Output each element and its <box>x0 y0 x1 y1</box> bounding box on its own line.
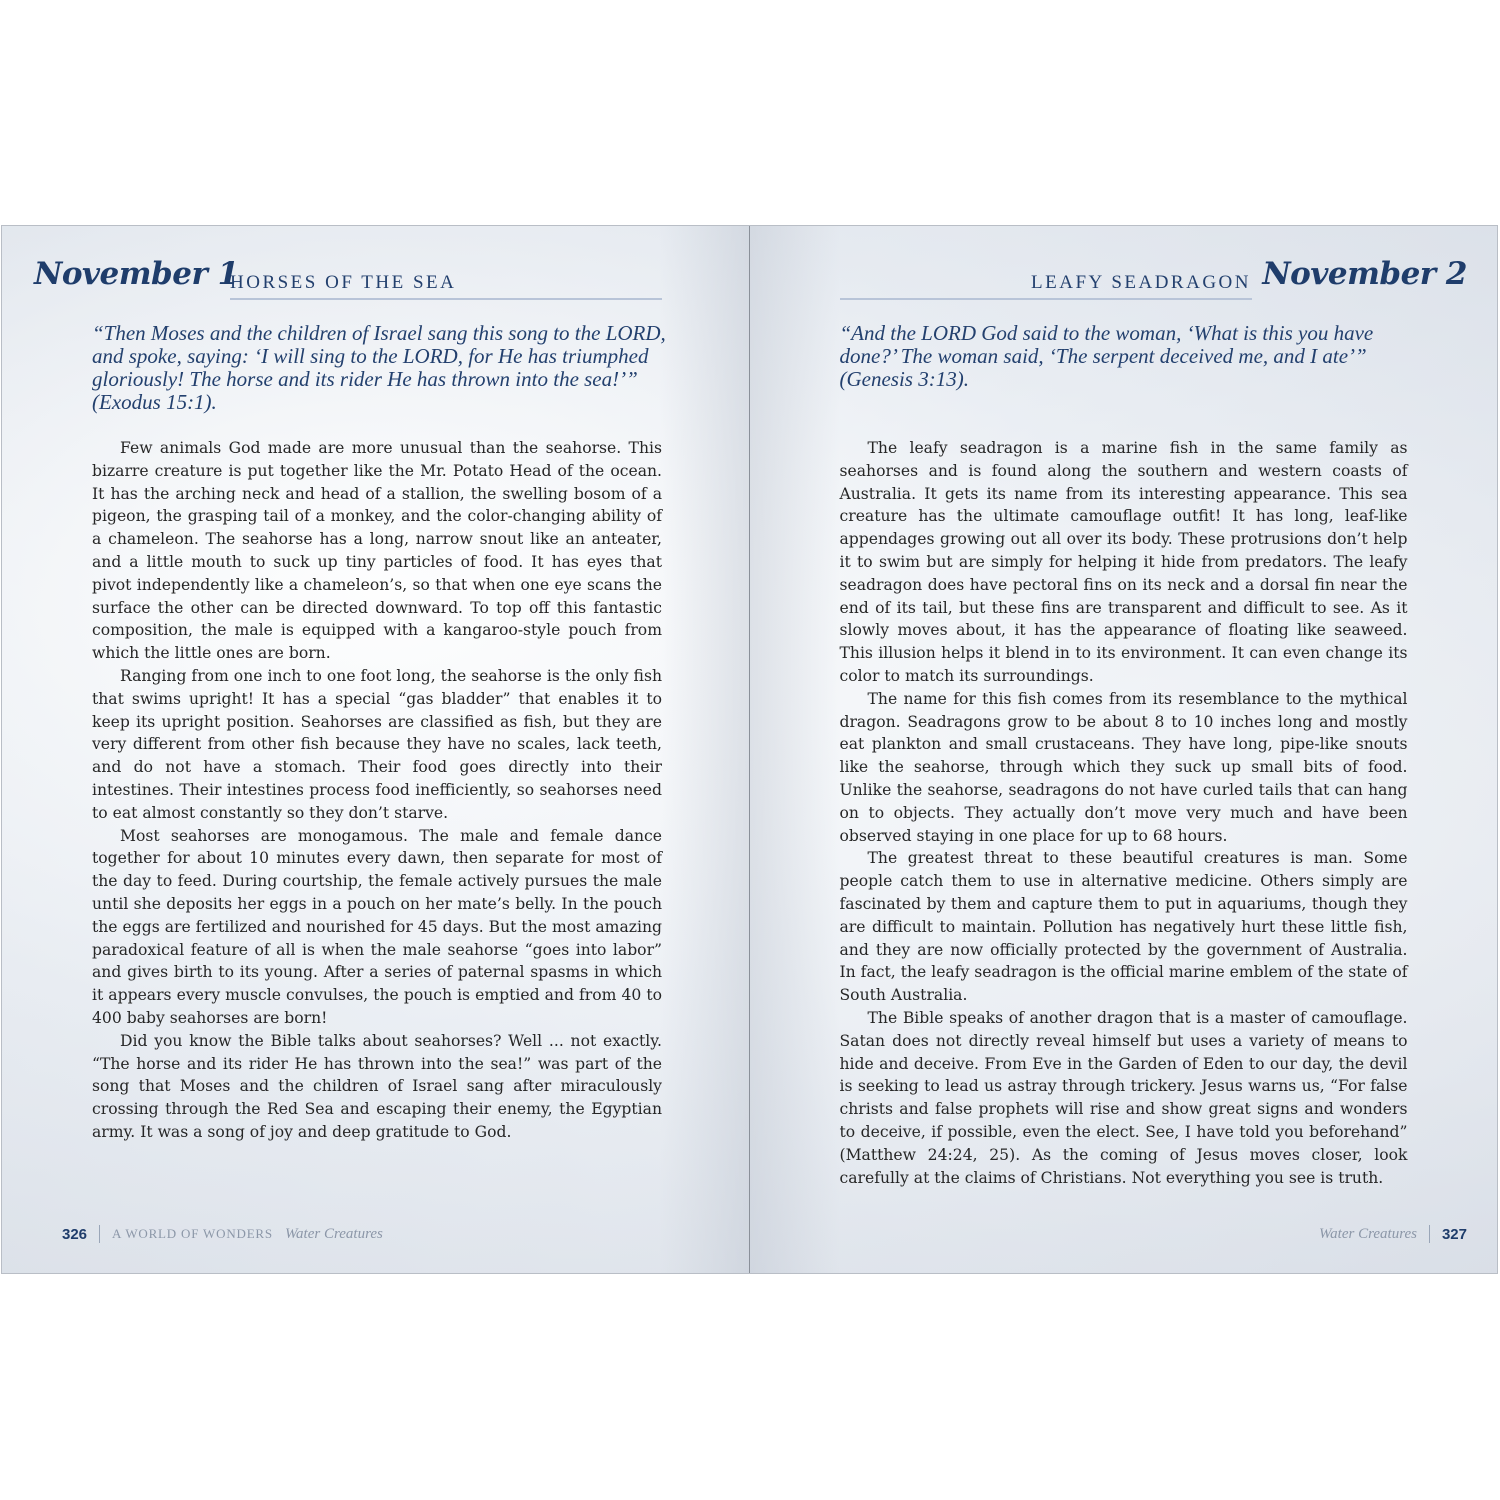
footer-divider <box>1429 1225 1430 1243</box>
book-spread <box>1 225 1498 1274</box>
right-page <box>750 226 1498 1273</box>
scripture-verse: “And the LORD God said to the woman, ‘What is this you have done?’ The woman said, ‘The serpent deceived me, and I ate’” (Genesis 3:13). <box>839 321 1374 391</box>
footer-divider <box>99 1225 100 1243</box>
paragraph: Did you know the Bible talks about seahorses? Well ... not exactly. “The horse and its rider He has thrown into the sea!” was part of the song that Moses and the children of Israel sang after miraculously crossing through the Red Sea and escaping their enemy, the Egyptian army. It was a song of joy and deep gratitude to God. <box>92 1031 662 1141</box>
body-text <box>92 437 662 1144</box>
paragraph: Few animals God made are more unusual than the seahorse. This bizarre creature is put together like the Mr. Potato Head of the ocean. It has the arching neck and head of a stallion, the swelling bosom of a pigeon, the grasping tail of a monkey, and the color-changing ability of a chameleon. The seahorse has a long, narrow snout like an anteater, and a little mouth to suck up tiny particles of food. It has eyes that pivot independently like a chameleon’s, so that when one eye scans the surface the other can be directed downward. To top off this fantastic composition, the male is equipped with a kangaroo-style pouch from which the little ones are born. <box>92 439 662 663</box>
page-date: November 1 <box>34 256 239 292</box>
paragraph: The Bible speaks of another dragon that is a master of camouflage. Satan does not directly reveal himself but uses a variety of means to hide and deceive. From Eve in the Garden of Eden to our day, the devil is seeking to lead us astray through trickery. Jesus warns us, “For false christs and false prophets will rise and show great signs and wonders to deceive, if possible, even the elect. See, I have told you beforehand” (Matthew 24:24, 25). As the coming of Jesus moves closer, look carefully at the claims of Christians. Not everything you see is truth. <box>839 1008 1408 1187</box>
scripture-verse: “Then Moses and the children of Israel sang this song to the LORD, and spoke, saying: ‘I will sing to the LORD, for He has triumphed gloriously! The horse and its rider He has thrown into the sea!’” (Exodus 15:1). <box>92 321 666 414</box>
page-date: November 2 <box>1262 256 1467 292</box>
left-page <box>2 226 750 1273</box>
page-footer <box>1319 1224 1467 1244</box>
page-topic: HORSES OF THE SEA <box>230 272 457 293</box>
section-title: Water Creatures <box>1319 1225 1417 1242</box>
body-text <box>840 437 1408 1189</box>
header-rule <box>230 298 662 300</box>
page-number: 326 <box>62 1225 88 1243</box>
page-number: 327 <box>1441 1225 1467 1243</box>
page-topic: LEAFY SEADRAGON <box>1031 272 1251 293</box>
header-rule <box>840 298 1252 300</box>
page-footer <box>62 1224 383 1244</box>
book-title: A WORLD OF WONDERS <box>112 1226 273 1241</box>
paragraph: Ranging from one inch to one foot long, the seahorse is the only fish that swims upright! It has a special “gas bladder” that enables it to keep its upright position. Seahorses are classified as fish, but they are very different from other fish because they have no scales, lack teeth, and do not have a stomach. Their food goes directly into their intestines. Their intestines process food inefficiently, so seahorses need to eat almost constantly so they don’t starve. <box>92 666 662 822</box>
paragraph: Most seahorses are monogamous. The male and female dance together for about 10 minutes every dawn, then separate for most of the day to feed. During courtship, the female actively pursues the male until she deposits her eggs in a pouch on her mate’s belly. In the pouch the eggs are fertilized and nourished for 45 days. But the most amazing paradoxical feature of all is when the male seahorse “goes into labor” and gives birth to its young. After a series of paternal spasms in which it appears every muscle convulses, the pouch is emptied and from 40 to 400 baby seahorses are born! <box>92 826 662 1027</box>
paragraph: The leafy seadragon is a marine fish in the same family as seahorses and is found along the southern and western coasts of Australia. It gets its name from its interesting appearance. This sea creature has the ultimate camouflage outfit! It has long, leaf-like appendages growing out all over its body. These protrusions don’t help it to swim but are simply for helping it hide from predators. The leafy seadragon does have pectoral fins on its neck and a dorsal fin near the end of its tail, but these fins are transparent and difficult to see. As it slowly moves about, it has the appearance of floating like seaweed. This illusion helps it blend in to its environment. It can even change its color to match its surroundings. <box>839 439 1408 685</box>
section-title: Water Creatures <box>284 1225 383 1242</box>
paragraph: The greatest threat to these beautiful creatures is man. Some people catch them to use in alternative medicine. Others simply are fascinated by them and capture them to put in aquariums, though they are difficult to maintain. Pollution has negatively hurt these little fish, and they are now officially protected by the government of Australia. In fact, the leafy seadragon is the official marine emblem of the state of South Australia. <box>839 849 1408 1005</box>
paragraph: The name for this fish comes from its resemblance to the mythical dragon. Seadragons grow to be about 8 to 10 inches long and mostly eat plankton and small crustaceans. They have long, pipe-like snouts like the seahorse, through which they suck up small bits of food. Unlike the seahorse, seadragons do not have curled tails that can hang on to objects. They actually don’t move very much and have been observed staying in one place for up to 68 hours. <box>839 689 1408 845</box>
